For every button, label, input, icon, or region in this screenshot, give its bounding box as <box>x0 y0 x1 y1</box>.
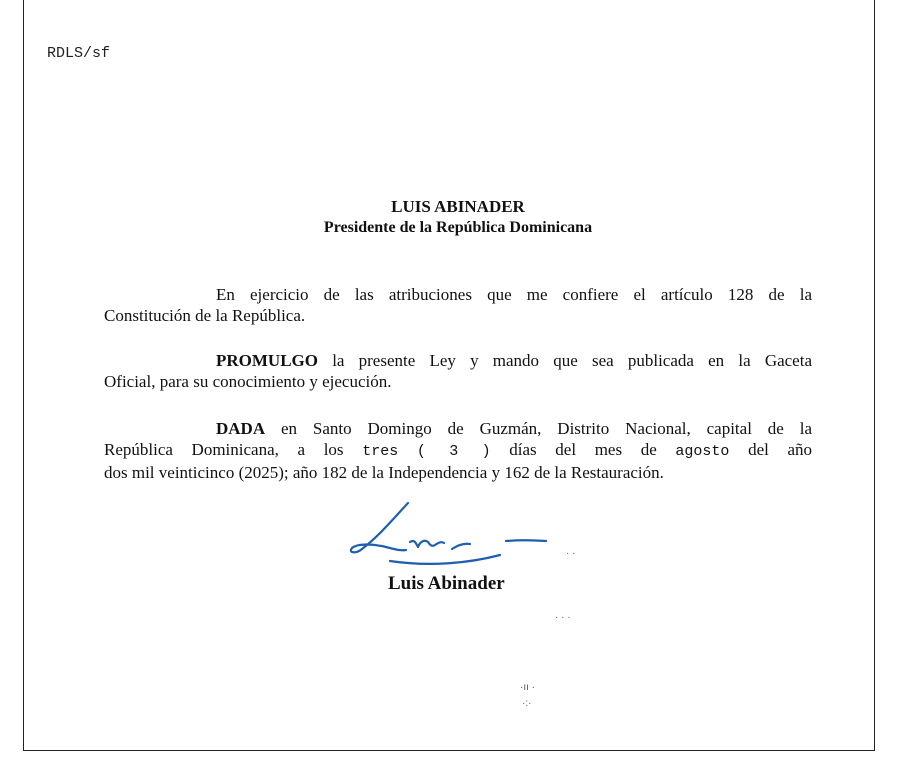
paragraph-text: Constitución de la República. <box>104 306 306 325</box>
day-number-fill: ( 3 ) <box>416 443 491 460</box>
day-words-fill: tres <box>362 443 399 460</box>
date-line <box>104 439 812 462</box>
handwritten-signature <box>340 497 620 577</box>
paragraph-given <box>104 418 812 483</box>
paragraph-text: Oficial, para su conocimiento y ejecución. <box>104 372 392 391</box>
month-fill: agosto <box>675 443 730 460</box>
paragraph-line <box>104 284 812 305</box>
paragraph-promulgation <box>104 350 812 392</box>
scan-speck: · · <box>566 548 576 559</box>
paragraph-line <box>104 418 812 439</box>
dada-lead: DADA <box>216 419 266 438</box>
paragraph-text: del año <box>748 440 813 459</box>
scan-speck: · · · <box>555 612 571 623</box>
promulgo-lead: PROMULGO <box>216 351 318 370</box>
paragraph-line <box>104 350 812 371</box>
signature-strokes <box>351 503 546 564</box>
heading <box>0 196 908 238</box>
heading-name: LUIS ABINADER <box>391 197 525 216</box>
paragraph-attributions <box>104 284 812 326</box>
scan-speck: ·ıı · <box>520 682 535 693</box>
paragraph-text: la presente Ley y mando que sea publicada en la Gaceta <box>332 351 812 370</box>
heading-title: Presidente de la República Dominicana <box>323 219 593 236</box>
signer-name: Luis Abinader <box>388 573 505 594</box>
paragraph-text: en Santo Domingo de Guzmán, Distrito Nacional, capital de la <box>281 419 812 438</box>
reference-code: RDLS/sf <box>47 45 111 62</box>
paragraph-text: dos mil veinticinco (2025); año 182 de la Independencia y 162 de la Restauración. <box>104 463 664 482</box>
paragraph-text: En ejercicio de las atribuciones que me confiere el artículo 128 de la <box>216 285 812 304</box>
paragraph-text: República Dominicana, a los <box>104 440 344 459</box>
scan-speck: ·:· <box>522 698 532 709</box>
paragraph-text: días del mes de <box>509 440 657 459</box>
